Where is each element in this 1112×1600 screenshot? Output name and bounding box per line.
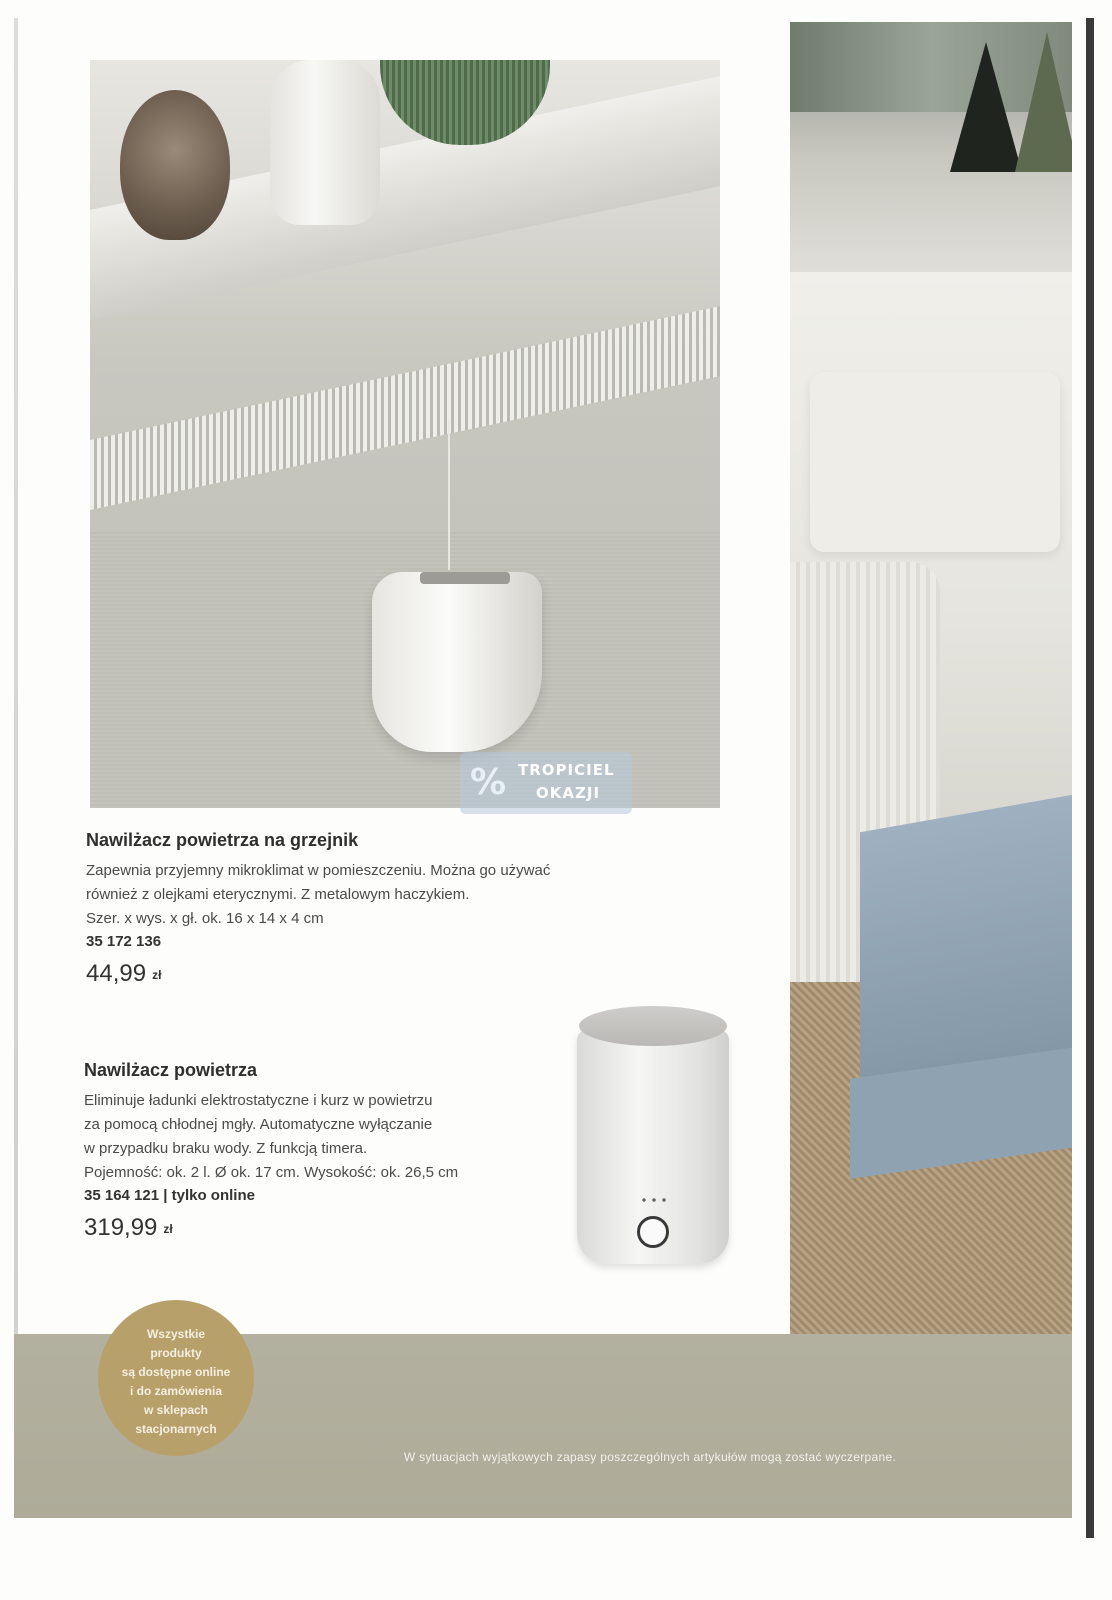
photo-humidifier-opening (420, 572, 510, 584)
living-room-photo (790, 22, 1072, 1334)
product-description (86, 859, 706, 931)
power-button-icon (637, 1216, 669, 1248)
badge-line: i do zamówienia (129, 1384, 222, 1398)
badge-line: stacjonarnych (135, 1422, 217, 1436)
air-humidifier-image (577, 1006, 729, 1264)
description-line: Szer. x wys. x gł. ok. 16 x 14 x 4 cm (86, 910, 324, 927)
photo-radiator-grille (90, 304, 720, 510)
photo-pinecone (120, 90, 230, 240)
product-title: Nawilżacz powietrza na grzejnik (86, 830, 359, 850)
indicator-lights-icon (639, 1198, 669, 1202)
description-line: Pojemność: ok. 2 l. Ø ok. 17 cm. Wysokość: ok. 26,5 cm (84, 1164, 459, 1181)
product-price (84, 1214, 564, 1242)
product-code: 35 164 121 | tylko online (84, 1187, 255, 1204)
product-title: Nawilżacz powietrza (84, 1060, 258, 1080)
photo-dark-tree (950, 42, 1022, 172)
scan-edge-right (1086, 18, 1094, 1538)
percent-icon: % (469, 762, 507, 803)
photo-radiator-humidifier (372, 572, 542, 752)
badge-line: w sklepach (143, 1403, 209, 1417)
price-currency: zł (163, 1222, 173, 1236)
price-currency: zł (152, 968, 162, 982)
watermark-line-1: TROPICIEL (518, 761, 615, 779)
photo-light-tree (1015, 32, 1072, 172)
watermark-logo (460, 752, 632, 814)
availability-badge-text (92, 1325, 260, 1439)
description-line: za pomocą chłodnej mgły. Automatyczne wyłączanie (84, 1116, 433, 1133)
stock-disclaimer: W sytuacjach wyjątkowych zapasy poszczególnych artykułów mogą zostać wyczerpane. (403, 1450, 897, 1464)
price-value: 319,99 (84, 1214, 158, 1241)
watermark-line-2: OKAZJI (536, 784, 601, 802)
product-radiator-humidifier (86, 830, 706, 988)
badge-line: Wszystkie (146, 1327, 206, 1341)
product-air-humidifier (84, 1060, 564, 1242)
radiator-humidifier-photo (90, 60, 720, 808)
badge-line: produkty (150, 1346, 202, 1360)
description-line: Eliminuje ładunki elektrostatyczne i kurz w powietrzu (84, 1092, 433, 1109)
badge-line: są dostępne online (121, 1365, 231, 1379)
product-description (84, 1089, 564, 1185)
description-line: również z olejkami eterycznymi. Z metalowym haczykiem. (86, 886, 470, 903)
description-line: w przypadku braku wody. Z funkcją timera. (84, 1140, 368, 1157)
description-line: Zapewnia przyjemny mikroklimat w pomieszczeniu. Można go używać (86, 862, 551, 879)
photo-metal-hook (448, 420, 450, 570)
photo-vase (270, 60, 380, 225)
product-code: 35 172 136 (86, 933, 162, 950)
price-value: 44,99 (86, 960, 147, 987)
humidifier-top (579, 1006, 727, 1046)
photo-pillow (810, 372, 1060, 552)
scan-edge-left (14, 18, 18, 1518)
product-price (86, 960, 706, 988)
